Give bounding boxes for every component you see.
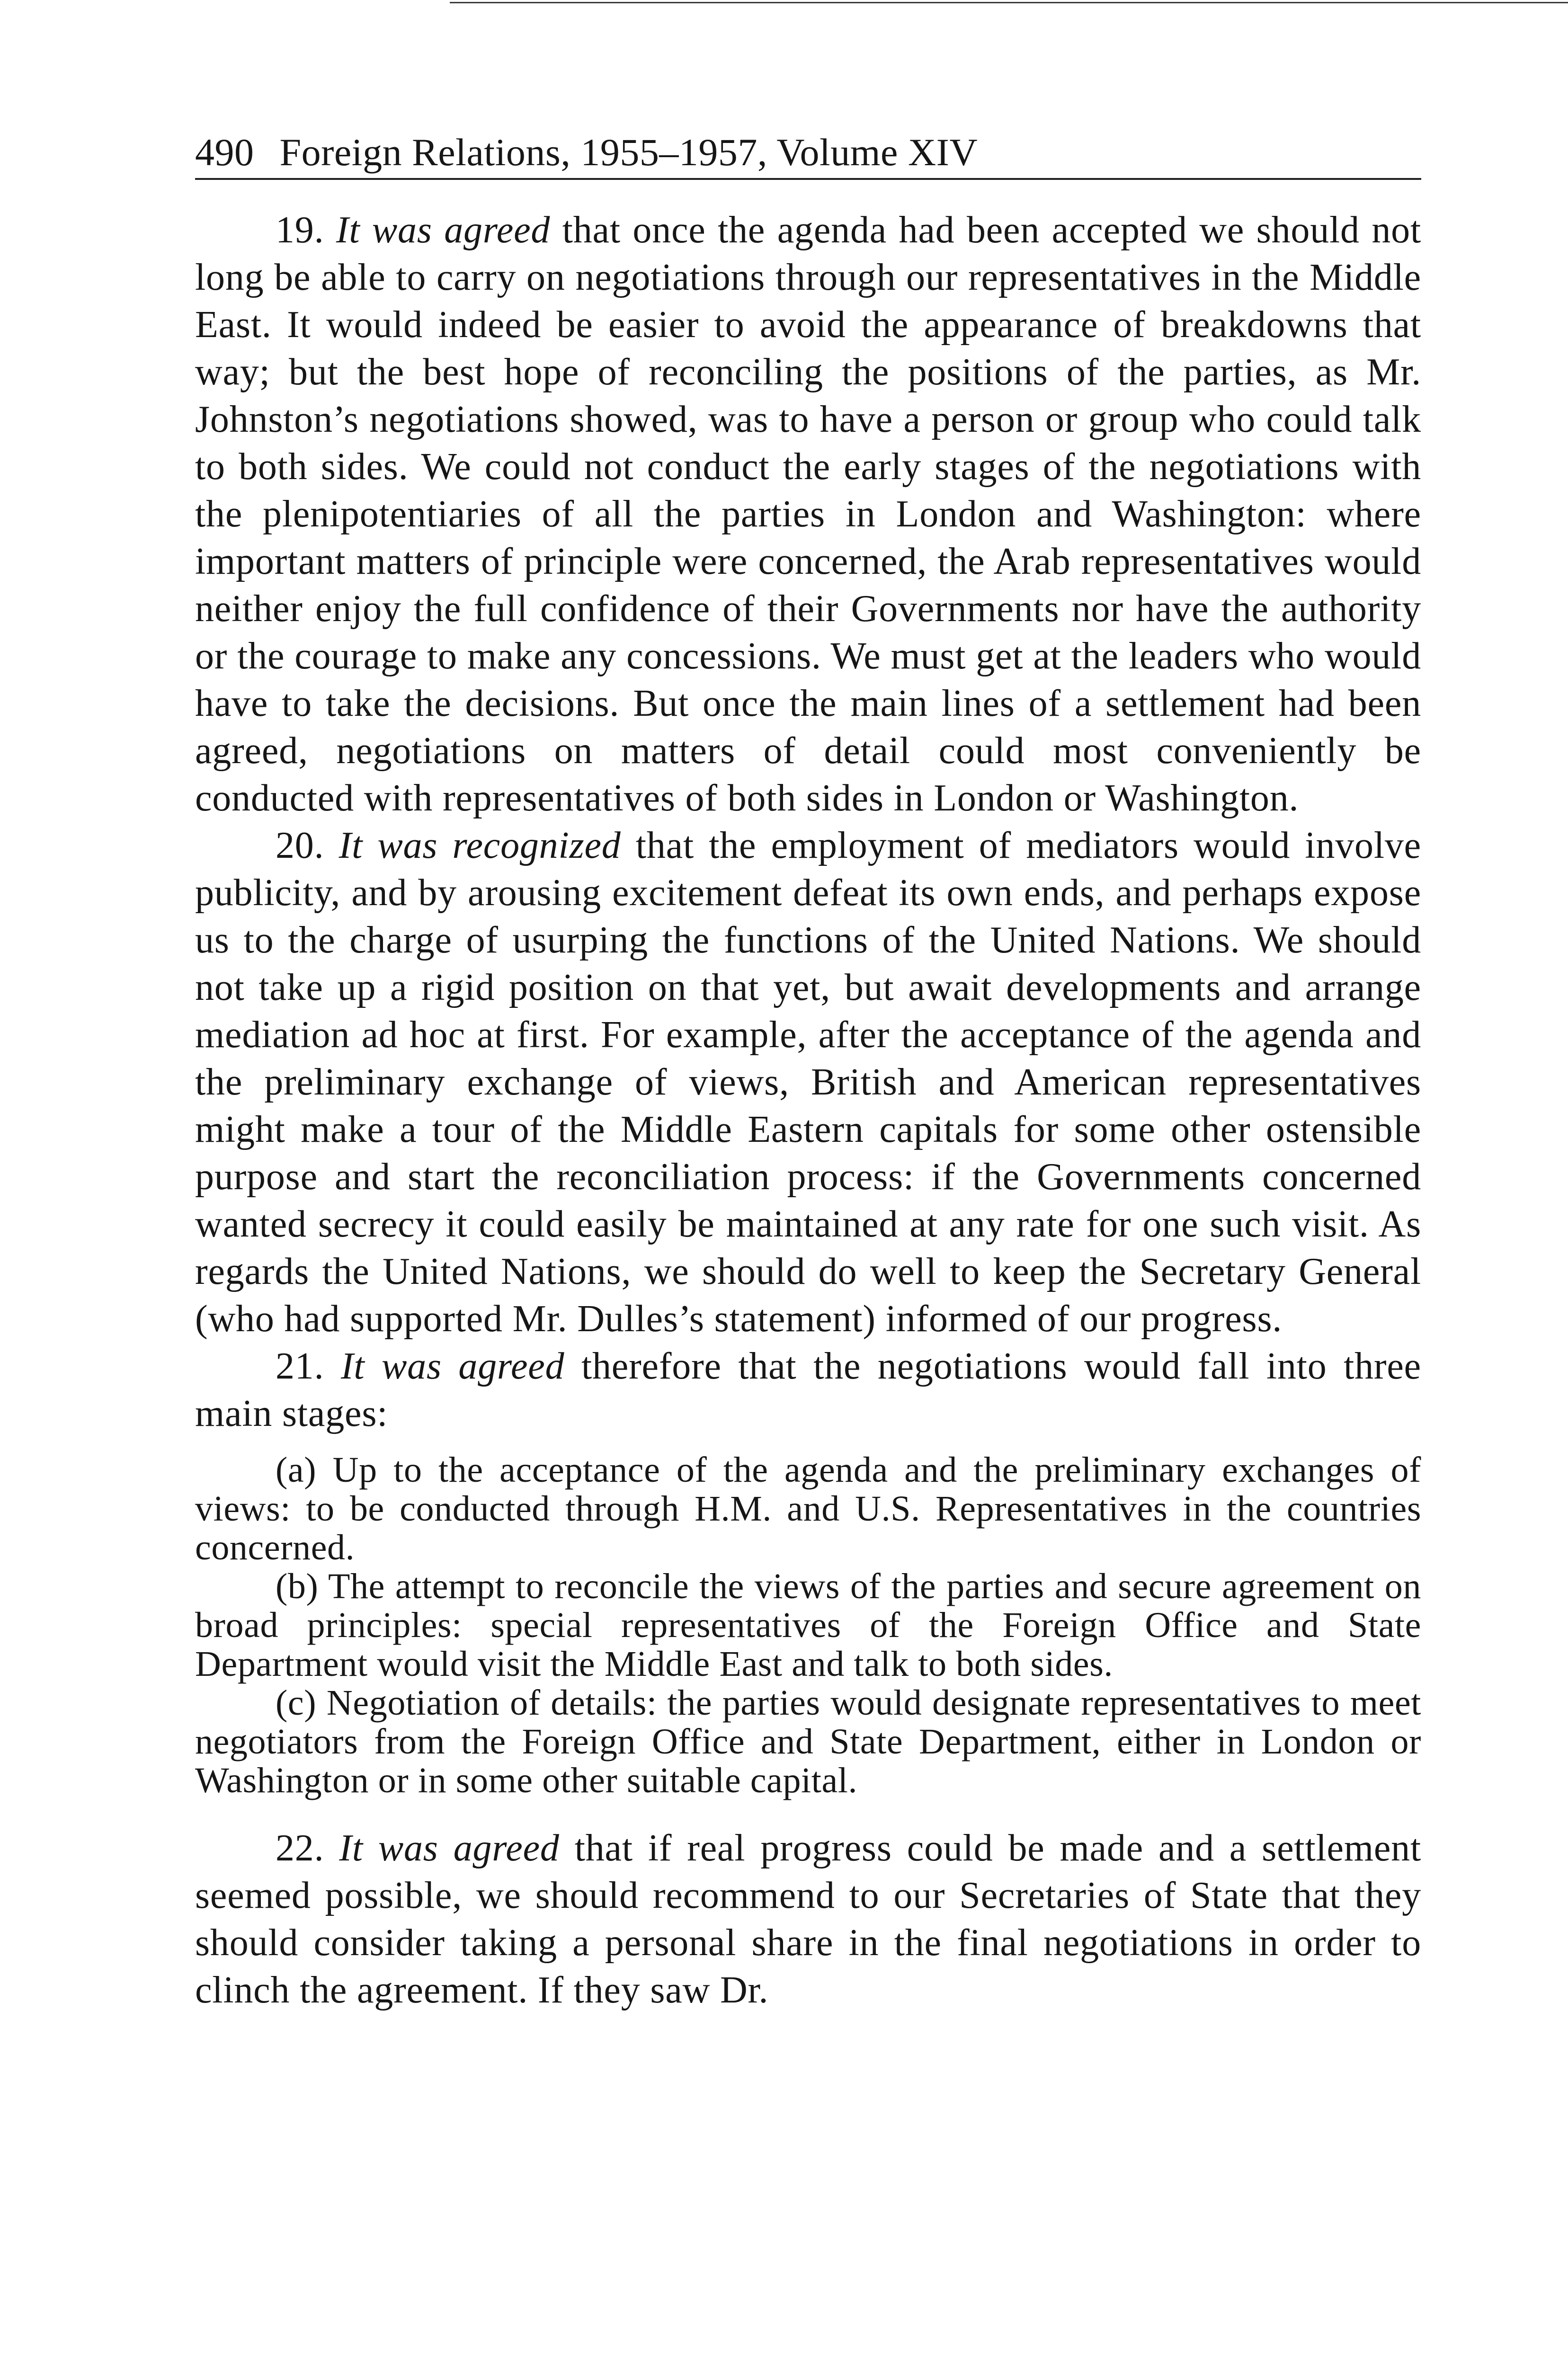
paragraph-21	[195, 1343, 1421, 1437]
negotiation-stages-list	[195, 1450, 1421, 1800]
stage-label: (a)	[276, 1450, 317, 1490]
paragraph-number: 19.	[276, 209, 324, 251]
top-scan-rule	[450, 2, 1568, 3]
paragraph-22	[195, 1824, 1421, 2014]
paragraph-20	[195, 822, 1421, 1343]
stage-text: Up to the acceptance of the agenda and the preliminary exchanges of views: to be conducted through H.M. and U.S. Representatives in the countries concerned.	[195, 1450, 1421, 1567]
paragraph-19	[195, 206, 1421, 822]
paragraph-text: that the employment of mediators would involve publicity, and by arousing excitement defeat its own ends, and perhaps expose us to the charge of usurping the functions of the United Nations. We should not take up a rigid position on that yet, but await developments and arrange mediation ad hoc at first. For example, after the acceptance of the agenda and the preliminary exchange of views, British and American representatives might make a tour of the Middle Eastern capitals for some other ostensible purpose and start the reconciliation process: if the Governments concerned wanted secrecy it could easily be maintained at any rate for one such visit. As regards the United Nations, we should do well to keep the Secretary General (who had supported Mr. Dulles’s statement) informed of our progress.	[195, 825, 1421, 1340]
stage-text: The attempt to reconcile the views of the parties and secure agreement on broad principles: special representatives of the Foreign Office and State Department would visit the Middle East and talk to both sides.	[195, 1566, 1421, 1684]
stage-text: Negotiation of details: the parties would designate representatives to meet negotiators from the Foreign Office and State Department, either in London or Washington or in some other suitable capital.	[195, 1683, 1421, 1800]
paragraph-number: 21.	[276, 1345, 324, 1387]
paragraph-lead: It was agreed	[339, 1827, 560, 1869]
paragraph-lead: It was recognized	[339, 825, 621, 866]
body-text	[195, 206, 1421, 2014]
stage-label: (c)	[276, 1683, 317, 1723]
stage-a	[195, 1450, 1421, 1567]
paragraph-text: therefore that the negotiations would fall into three main stages:	[195, 1345, 1421, 1434]
paragraph-number: 22.	[276, 1827, 324, 1869]
stage-b	[195, 1567, 1421, 1683]
stage-label: (b)	[276, 1566, 319, 1606]
document-page	[195, 128, 1421, 2014]
stage-c	[195, 1683, 1421, 1800]
paragraph-text: that if real progress could be made and a settlement seemed possible, we should recommend to our Secretaries of State that they should consider taking a personal share in the final negotiations in order to clinch the agreement. If they saw Dr.	[195, 1827, 1421, 2011]
paragraph-lead: It was agreed	[340, 1345, 565, 1387]
page-number: 490	[195, 131, 254, 174]
running-head-title: Foreign Relations, 1955–1957, Volume XIV	[279, 131, 978, 174]
paragraph-text: that once the agenda had been accepted we should not long be able to carry on negotiations through our representatives in the Middle East. It would indeed be easier to avoid the appearance of breakdowns that way; but the best hope of reconciling the positions of the parties, as Mr. Johnston’s negotiations showed, was to have a person or group who could talk to both sides. We could not conduct the early stages of the negotiations with the plenipotentiaries of all the parties in London and Washington: where important matters of principle were concerned, the Arab representatives would neither enjoy the full confidence of their Governments nor have the authority or the courage to make any concessions. We must get at the leaders who would have to take the decisions. But once the main lines of a settlement had been agreed, negotiations on matters of detail could most conveniently be conducted with representatives of both sides in London or Washington.	[195, 209, 1421, 819]
running-head	[195, 128, 1421, 180]
paragraph-lead: It was agreed	[336, 209, 551, 251]
paragraph-number: 20.	[276, 825, 324, 866]
